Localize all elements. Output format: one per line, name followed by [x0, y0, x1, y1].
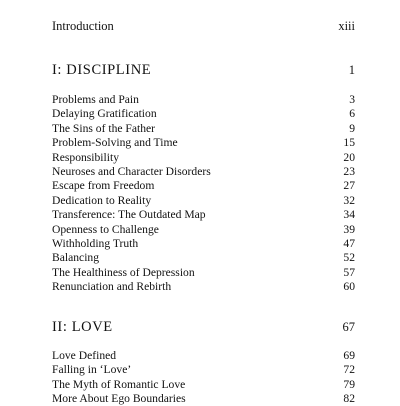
toc-entry-title: Delaying Gratification: [52, 107, 157, 121]
toc-entry-page: 52: [343, 251, 355, 265]
toc-entry-title: Introduction: [52, 19, 114, 33]
toc-entry: [52, 122, 355, 136]
part-page: 1: [348, 63, 355, 77]
toc-entry-title: The Myth of Romantic Love: [52, 377, 186, 391]
toc-entry-title: The Healthiness of Depression: [52, 265, 195, 279]
toc-entry: [52, 194, 355, 208]
part-title: II: LOVE: [52, 319, 113, 335]
toc-entry-title: Love Defined: [52, 349, 117, 362]
toc-entry-page: 32: [343, 193, 355, 207]
toc-entry-page: xiii: [338, 19, 355, 33]
toc-entry-page: 69: [343, 349, 355, 362]
toc-entry-title: Problems and Pain: [52, 93, 139, 106]
toc-entry-title: Escape from Freedom: [52, 179, 155, 193]
toc-entry-title: Falling in ‘Love’: [52, 363, 132, 377]
toc-entry-page: 47: [343, 237, 355, 250]
toc-entry: [52, 363, 355, 377]
toc-entry: [52, 165, 355, 179]
toc-entry-title: Transference: The Outdated Map: [52, 208, 206, 222]
toc-entry-page: 15: [343, 136, 355, 150]
toc-entry-page: 72: [343, 363, 355, 377]
toc-entry-page: 79: [343, 377, 355, 391]
toc-entry-page: 3: [349, 93, 355, 106]
part-heading-love: [52, 319, 355, 336]
toc-entry: [52, 107, 355, 121]
toc-entry: [52, 280, 355, 294]
part-heading-discipline: [52, 62, 355, 79]
toc-entry-page: 57: [343, 265, 355, 279]
toc-entry: [52, 349, 355, 363]
toc-entry-page: 60: [343, 280, 355, 294]
toc-entry-title: The Sins of the Father: [52, 121, 156, 135]
toc-entry: [52, 136, 355, 150]
toc-entry: [52, 223, 355, 237]
toc-entry-page: 20: [343, 150, 355, 164]
toc-entry-title: Problem-Solving and Time: [52, 136, 178, 150]
toc-entry-title: Balancing: [52, 251, 100, 265]
toc-entry-page: 39: [343, 222, 355, 236]
part-title: I: DISCIPLINE: [52, 62, 152, 78]
toc-entry-title: Neuroses and Character Disorders: [52, 165, 211, 178]
toc-entry-title: Dedication to Reality: [52, 193, 152, 207]
toc-entry-title: Withholding Truth: [52, 237, 139, 250]
toc-entry: [52, 179, 355, 193]
toc-entry: [52, 208, 355, 222]
toc-entry: [52, 266, 355, 280]
toc-entry: [52, 378, 355, 392]
toc-entry-page: 23: [343, 165, 355, 178]
toc-entry: [52, 237, 355, 251]
toc-entry-page: 6: [349, 107, 355, 121]
toc-entry-title: Openness to Challenge: [52, 222, 159, 236]
toc-entry: [52, 93, 355, 107]
toc-entry-page: 82: [343, 392, 355, 406]
toc-entry: [52, 392, 355, 406]
toc-introduction: [52, 19, 355, 34]
toc-entry: [52, 251, 355, 265]
toc-entry-title: Responsibility: [52, 150, 119, 164]
toc-entry-page: 34: [343, 208, 355, 222]
toc-entry: [52, 151, 355, 165]
toc-entry-page: 27: [343, 179, 355, 193]
toc-entry-title: Renunciation and Rebirth: [52, 280, 172, 294]
part-page: 67: [342, 320, 355, 334]
toc-entry-page: 9: [349, 121, 355, 135]
toc-entry-title: More About Ego Boundaries: [52, 392, 186, 406]
